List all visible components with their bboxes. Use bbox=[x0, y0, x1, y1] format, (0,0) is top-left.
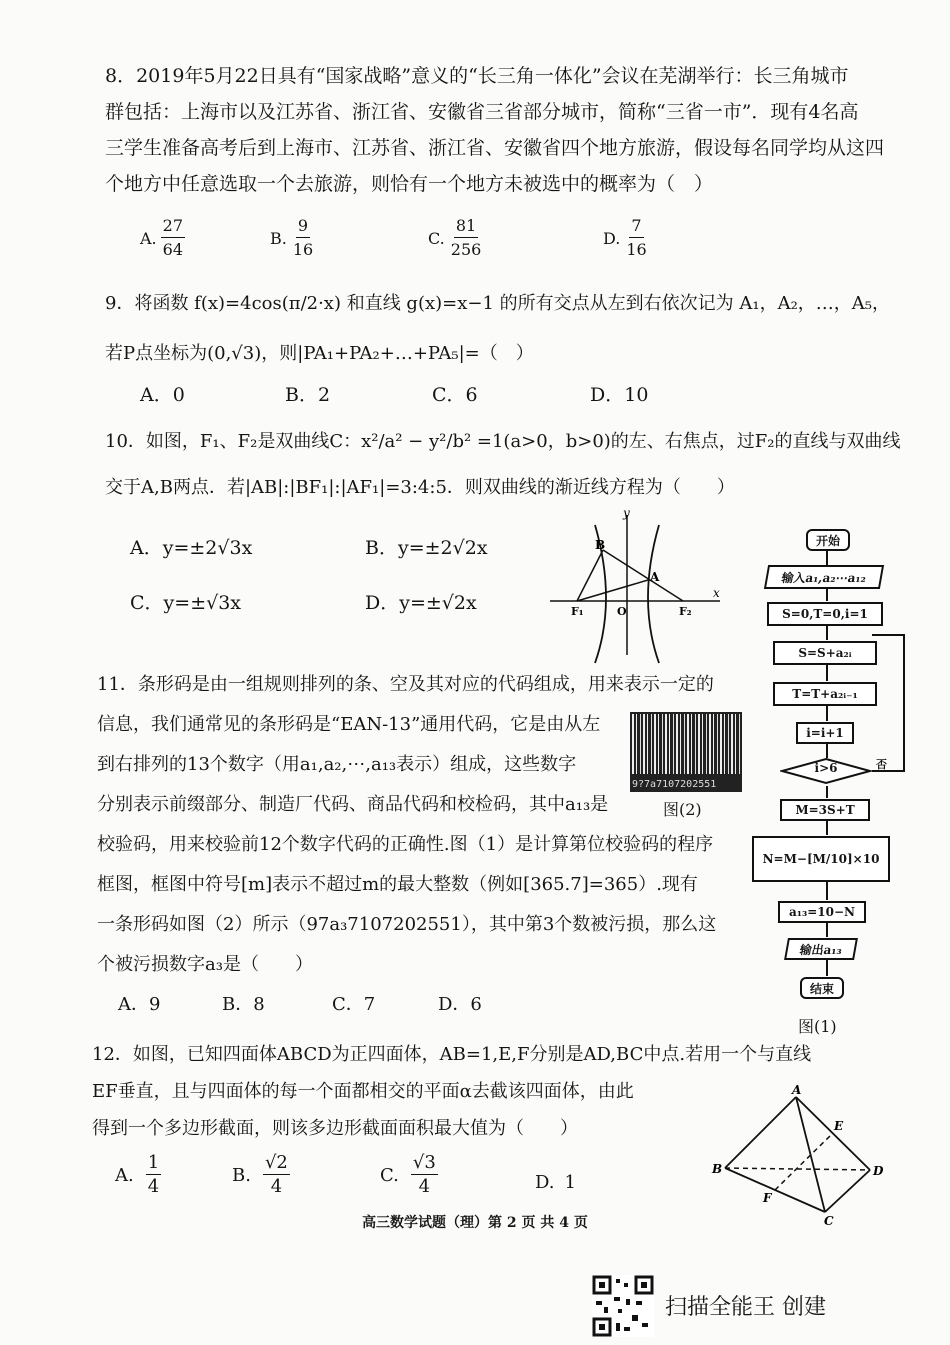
barcode-bars bbox=[632, 714, 740, 774]
q10-line-2: 交于A,B两点．若|AB|:|BF₁|:|AF₁|=3:4:5．则双曲线的渐近线方程为（ ） bbox=[105, 477, 735, 498]
q11-option-b[interactable]: B．8 bbox=[222, 994, 265, 1015]
page-footer: 高三数学试题（理）第 2 页 共 4 页 bbox=[362, 1215, 588, 1231]
point-a-label: A bbox=[650, 570, 660, 584]
q10-option-b[interactable]: B．y=±2√2x bbox=[365, 537, 488, 559]
fc-no-label: 否 bbox=[876, 758, 887, 771]
segment-ef bbox=[775, 1133, 833, 1190]
q10-option-c[interactable]: C．y=±√3x bbox=[130, 592, 242, 614]
q12-line-2: EF垂直，且与四面体的每一个面都相交的平面α去截该四面体，由此 bbox=[92, 1081, 634, 1102]
fc-arrow-7 bbox=[826, 786, 828, 798]
barcode-image bbox=[630, 712, 742, 792]
q8-line-4: 个地方中任意选取一个去旅游，则恰有一个地方未被选中的概率为（ ） bbox=[105, 173, 714, 195]
q11-line-1: 11．条形码是由一组规则排列的条、空及其对应的代码组成，用来表示一定的 bbox=[97, 674, 714, 695]
fc-arrow-10 bbox=[826, 921, 828, 937]
q11-option-a[interactable]: A．9 bbox=[118, 994, 161, 1015]
q11-line-2: 信息，我们通常见的条形码是“EAN-13”通用代码，它是由从左 bbox=[97, 714, 601, 735]
q11-line-3: 到右排列的13个数字（用a₁,a₂,⋯,a₁₃表示）组成，这些数字 bbox=[97, 754, 577, 775]
edge-ac bbox=[796, 1097, 825, 1212]
vertex-a-label: A bbox=[792, 1083, 802, 1097]
q8-option-b[interactable]: B. $\frac{9}{16}$ bbox=[270, 216, 314, 259]
fig2-caption: 图(2) bbox=[663, 800, 702, 819]
fc-a13: a₁₃=10−N bbox=[778, 901, 866, 923]
right-branch bbox=[648, 525, 659, 663]
tetrahedron-figure bbox=[700, 1082, 900, 1227]
fc-t-update: T=T+a₂ᵢ₋₁ bbox=[773, 682, 877, 706]
q11-option-c[interactable]: C．7 bbox=[332, 994, 376, 1015]
question-9 bbox=[105, 286, 890, 372]
fc-arrow-1 bbox=[826, 549, 828, 565]
fc-arrow-4 bbox=[826, 663, 828, 681]
f2-label: F₂ bbox=[679, 605, 692, 618]
fc-loop-line bbox=[872, 635, 904, 771]
q10-option-a[interactable]: A．y=±2√3x bbox=[130, 537, 253, 559]
fc-output: 输出a₁₃ bbox=[784, 938, 858, 960]
segment-b-f2 bbox=[603, 550, 683, 601]
fc-end: 结束 bbox=[800, 977, 844, 999]
question-11 bbox=[97, 665, 716, 985]
q11-line-4: 分别表示前缀部分、制造厂代码、商品代码和校检码，其中a₁₃是 bbox=[97, 794, 609, 815]
f1-label: F₁ bbox=[571, 605, 584, 618]
segment-f1-b bbox=[577, 550, 603, 601]
fc-i-update: i=i+1 bbox=[796, 722, 854, 744]
q9-line-1: 9．将函数 f(x)=4cos(π/2·x) 和直线 g(x)=x−1 的所有交点从左到右依次记为 A₁，A₂，…，A₅， bbox=[105, 293, 891, 314]
x-label: x bbox=[713, 586, 720, 600]
q11-line-8: 个被污损数字a₃是（ ） bbox=[97, 954, 313, 975]
q10-option-d[interactable]: D．y=±√2x bbox=[365, 592, 477, 614]
q8-line-2: 群包括：上海市以及江苏省、浙江省、安徽省三省部分城市，简称“三省一市”．现有4名高 bbox=[105, 101, 859, 123]
point-b-label: B bbox=[595, 538, 606, 552]
q9-option-b[interactable]: B．2 bbox=[285, 384, 331, 406]
q9-option-d[interactable]: D．10 bbox=[590, 384, 649, 406]
q8-line-1: 8．2019年5月22日具有“国家战略”意义的“长三角一体化”会议在芜湖举行：长三角城市 bbox=[105, 65, 849, 87]
q11-line-5: 校验码，用来校验前12个数字代码的正确性.图（1）是计算第位校验码的程序 bbox=[97, 834, 714, 855]
fc-arrow-5 bbox=[826, 704, 828, 721]
fc-n: N=M−[M/10]×10 bbox=[752, 836, 890, 882]
brand-label: 扫描全能王 创建 bbox=[665, 1295, 826, 1320]
q12-option-d[interactable]: D. 1 bbox=[535, 1172, 576, 1193]
fc-arrow-3 bbox=[826, 624, 828, 640]
edge-ab bbox=[725, 1097, 796, 1168]
q11-line-6: 框图，框图中符号[m]表示不超过m的最大整数（例如[365.7]=365）.现有 bbox=[97, 874, 698, 895]
fc-arrow-6 bbox=[826, 742, 828, 758]
origin-label: O bbox=[617, 605, 627, 618]
y-label: y bbox=[623, 506, 630, 520]
q12-option-b[interactable]: B. $\frac{√2}{4}$ bbox=[232, 1152, 288, 1197]
q8-line-3: 三学生准备高考后到上海市、江苏省、浙江省、安徽省四个地方旅游，假设每名同学均从这四 bbox=[105, 137, 885, 159]
q11-line-7: 一条形码如图（2）所示（97a₃7107202551），其中第3个数被污损，那么这 bbox=[97, 914, 717, 935]
vertex-d-label: D bbox=[873, 1164, 884, 1178]
fc-m: M=3S+T bbox=[780, 799, 870, 821]
question-8 bbox=[105, 58, 884, 202]
q12-option-a[interactable]: A. $\frac{1}{4}$ bbox=[115, 1152, 160, 1197]
hyperbola-figure bbox=[545, 505, 725, 665]
fc-condition: i>6 bbox=[814, 761, 838, 775]
q9-option-c[interactable]: C．6 bbox=[432, 384, 478, 406]
segment-f1-a bbox=[577, 580, 648, 601]
q11-option-d[interactable]: D．6 bbox=[438, 994, 482, 1015]
fig1-caption: 图(1) bbox=[798, 1017, 837, 1036]
q9-line-2: 若P点坐标为(0,√3)，则|PA₁+PA₂+…+PA₅|=（ ） bbox=[105, 343, 534, 364]
q9-option-a[interactable]: A．0 bbox=[140, 384, 185, 406]
fc-arrow-8 bbox=[826, 819, 828, 835]
q8-option-c[interactable]: C. $\frac{81}{256}$ bbox=[428, 216, 482, 259]
q8-option-d[interactable]: D. $\frac{7}{16}$ bbox=[603, 216, 647, 259]
q12-line-1: 12．如图，已知四面体ABCD为正四面体，AB=1,E,F分别是AD,BC中点.若用一个与直线 bbox=[92, 1044, 812, 1065]
q12-line-3: 得到一个多边形截面，则该多边形截面面积最大值为（ ） bbox=[92, 1118, 578, 1139]
fc-s-update: S=S+a₂ᵢ bbox=[773, 641, 877, 665]
vertex-b-label: B bbox=[712, 1162, 723, 1176]
point-f-label: F bbox=[763, 1191, 772, 1205]
q12-option-c[interactable]: C. $\frac{√3}{4}$ bbox=[380, 1152, 436, 1197]
fc-start: 开始 bbox=[806, 529, 850, 551]
fc-arrow-2 bbox=[826, 587, 828, 601]
point-e-label: E bbox=[834, 1119, 844, 1133]
vertex-c-label: C bbox=[824, 1214, 834, 1227]
question-10 bbox=[105, 424, 901, 506]
fc-arrow-9 bbox=[826, 880, 828, 900]
q10-line-1: 10．如图，F₁、F₂是双曲线C：x²/a² − y²/b² =1(a>0，b>0)的左、右焦点，过F₂的直线与双曲线 bbox=[105, 431, 901, 452]
edge-cd bbox=[825, 1170, 870, 1212]
fc-input: 输入a₁,a₂⋯a₁₂ bbox=[764, 565, 884, 589]
barcode-digits: 9?7a7107202551 bbox=[632, 779, 717, 790]
fc-init: S=0,T=0,i=1 bbox=[767, 602, 883, 626]
q8-option-a[interactable]: A. $\frac{27}{64}$ bbox=[140, 216, 183, 259]
edge-ad bbox=[796, 1097, 870, 1170]
fc-arrow-11 bbox=[826, 958, 828, 976]
qr-code-icon bbox=[592, 1275, 654, 1337]
